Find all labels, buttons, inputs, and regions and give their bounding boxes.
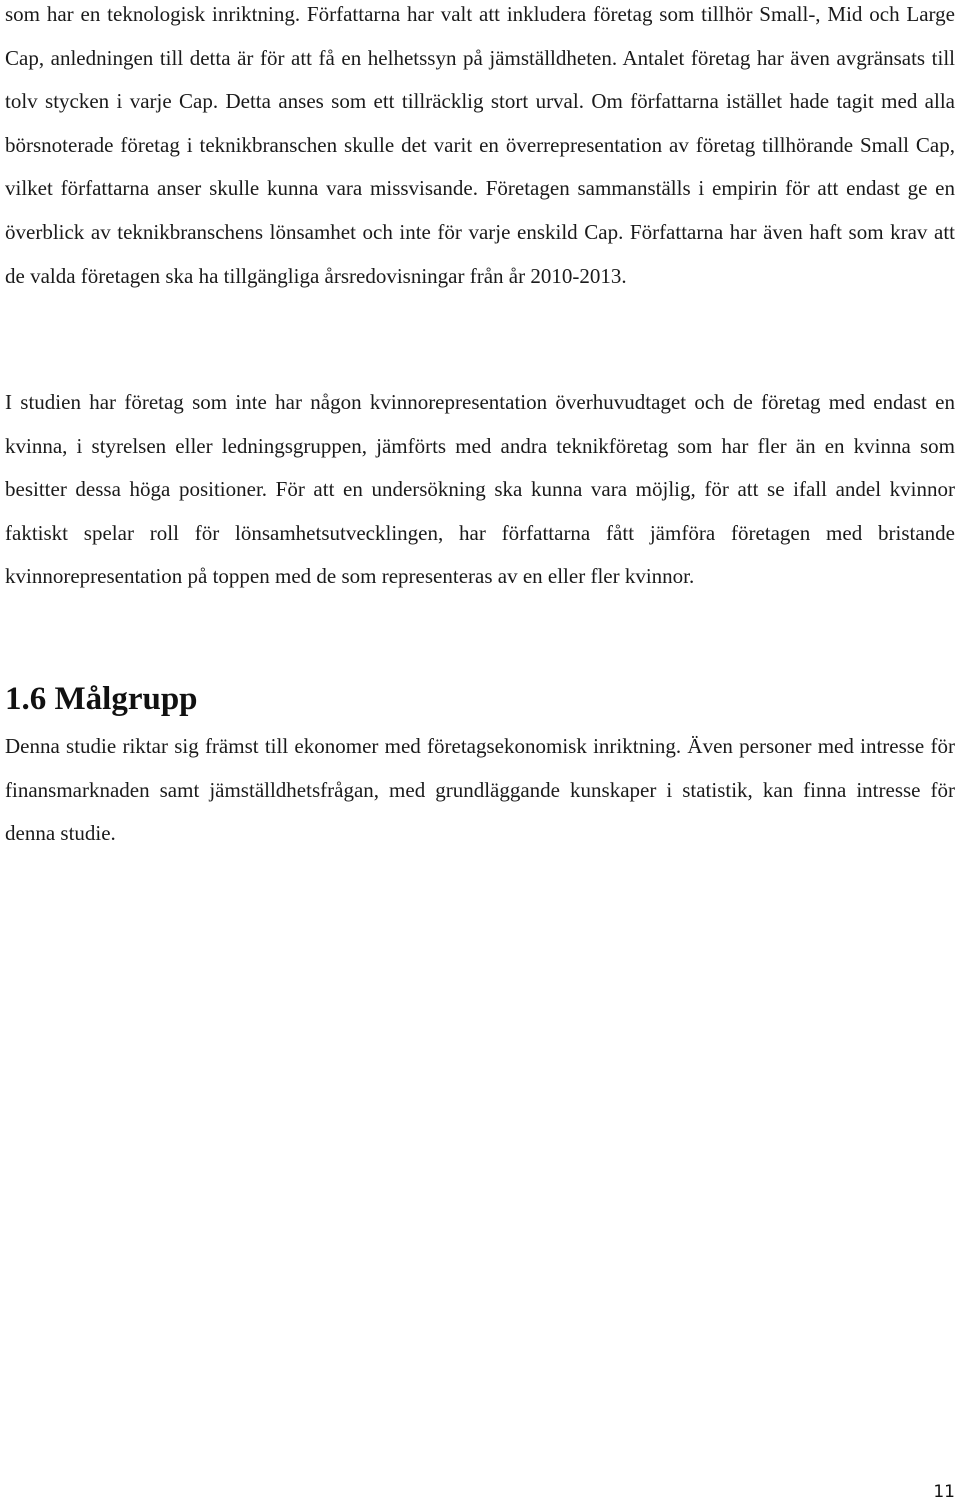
body-paragraph-scope: som har en teknologisk inriktning. Författarna har valt att inkludera företag som tillhör Small-, Mid och Large Cap, anledningen till detta är för att få en helhetssyn på jämställdheten. Antalet företag har även avgränsats till tolv stycken i varje Cap. Detta anses som ett tillräcklig stort urval. Om författarna istället hade tagit med alla börsnoterade företag i teknikbranschen skulle det varit en överrepresentation av företag tillhörande Small Cap, vilket författarna anser skulle kunna vara missvisande. Företagen sammanställs i empirin för att endast ge en överblick av teknikbranschens lönsamhet och inte för varje enskild Cap. Författarna har även haft som krav att de valda företagen ska ha tillgängliga årsredovisningar från år 2010-2013.	[5, 2, 955, 288]
section-heading: 1.6 Målgrupp	[5, 681, 198, 717]
body-paragraph-comparison: I studien har företag som inte har någon kvinnorepresentation överhuvudtaget och de företag med endast en kvinna, i styrelsen eller ledningsgruppen, jämförts med andra teknikföretag som har fler än en kvinna som besitter dessa höga positioner. För att en undersökning ska kunna vara möjlig, för att se ifall andel kvinnor faktiskt spelar roll för lönsamhetsutvecklingen, har författarna fått jämföra företagen med bristande kvinnorepresentation på toppen med de som representeras av en eller fler kvinnor.	[5, 390, 955, 589]
section-paragraph-target-group: Denna studie riktar sig främst till ekonomer med företagsekonomisk inriktning. Även personer med intresse för finansmarknaden samt jämställdhetsfrågan, med grundläggande kunskaper i statistik, kan finna intresse för denna studie.	[5, 734, 955, 846]
page-number: 11	[933, 1482, 955, 1502]
